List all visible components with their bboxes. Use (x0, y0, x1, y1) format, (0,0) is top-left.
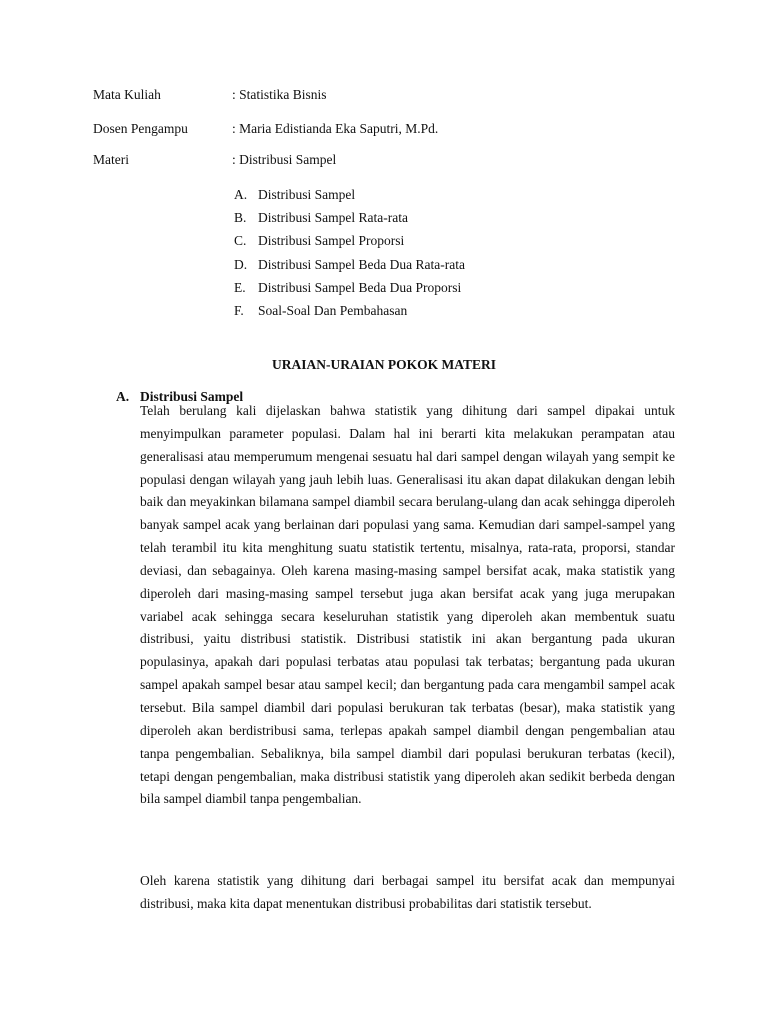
list-item-text: Distribusi Sampel (258, 187, 356, 202)
list-item-letter: F. (234, 302, 244, 318)
list-item (234, 276, 465, 299)
meta-label-course: Mata Kuliah (93, 87, 161, 102)
list-item-letter: E. (234, 279, 246, 295)
list-item-text: Distribusi Sampel Rata-rata (258, 210, 408, 226)
list-item-text: Soal-Soal Dan Pembahasan (258, 302, 408, 318)
subsection-title: Distribusi Sampel (140, 389, 244, 404)
body-paragraph-2: Oleh karena statistik yang dihitung dari berbagai sampel itu bersifat acak dan mempunyai distribusi, maka kita dapat menentukan distribusi probabilitas dari statistik tersebut. (140, 873, 675, 911)
list-item (234, 299, 465, 322)
subsection-letter: A. (116, 389, 130, 404)
list-item-letter: D. (234, 256, 248, 272)
meta-value-material: : Distribusi Sampel (232, 152, 337, 167)
meta-value-course: : Statistika Bisnis (232, 87, 327, 102)
list-item-text: Distribusi Sampel Beda Dua Proporsi (258, 279, 462, 295)
body-paragraph-1: Telah berulang kali dijelaskan bahwa statistik yang dihitung dari sampel dipakai untuk menyimpulkan parameter populasi. Dalam hal ini berarti kita melakukan perampatan atau generalisasi atau memperumum mengenai sesuatu hal dari sampel dengan wilayah yang sempit ke populasi dengan wilayah yang jauh lebih luas. Generalisasi itu akan dapat dilakukan dengan lebih baik dan meyakinkan bilamana sampel diambil secara berulang-ulang dan acak sehingga diperoleh banyak sampel acak yang berlainan dari populasi yang sama. Kemudian dari sampel-sampel yang telah terambil itu kita menghitung suatu statistik tertentu, misalnya, rata-rata, proporsi, standar deviasi, dan sebagainya. Oleh karena masing-masing sampel bersifat acak, maka statistik yang diperoleh dari masing-masing sampel tersebut juga akan bersifat acak yang juga merupakan variabel acak sehingga secara keseluruhan statistik yang diperoleh akan membentuk suatu distribusi, yaitu distribusi statistik. Distribusi statistik ini akan bergantung pada ukuran populasinya, apakah dari populasi terbatas atau populasi tak terbatas; bergantung pada ukuran sampel apakah sampel besar atau sampel kecil; dan bergantung pada cara mengambil sampel acak tersebut. Bila sampel diambil dari populasi berukuran tak terbatas (besar), maka statistik yang diperoleh akan berdistribusi sama, terlepas apakah sampel diambil dengan pengembalian atau tanpa pengembalian. Sebaliknya, bila sampel diambil dari populasi berukuran terbatas (kecil), tetapi dengan pengembalian, maka distribusi statistik yang diperoleh akan sedikit berbeda dengan bila sampel diambil tanpa pengembalian. (140, 403, 675, 807)
list-item (234, 183, 465, 206)
meta-label-lecturer: Dosen Pengampu (93, 121, 188, 136)
list-item-letter: A. (234, 187, 248, 202)
list-item-text: Distribusi Sampel Beda Dua Rata-rata (258, 256, 465, 272)
list-item-text: Distribusi Sampel Proporsi (258, 233, 405, 249)
list-item (234, 229, 465, 252)
list-item-letter: C. (234, 233, 247, 249)
topic-list (234, 183, 465, 322)
list-item (234, 253, 465, 276)
meta-label-material: Materi (93, 152, 129, 167)
list-item-letter: B. (234, 210, 247, 226)
meta-value-lecturer: : Maria Edistianda Eka Saputri, M.Pd. (232, 121, 439, 136)
list-item (234, 206, 465, 229)
section-heading: URAIAN-URAIAN POKOK MATERI (272, 357, 496, 372)
